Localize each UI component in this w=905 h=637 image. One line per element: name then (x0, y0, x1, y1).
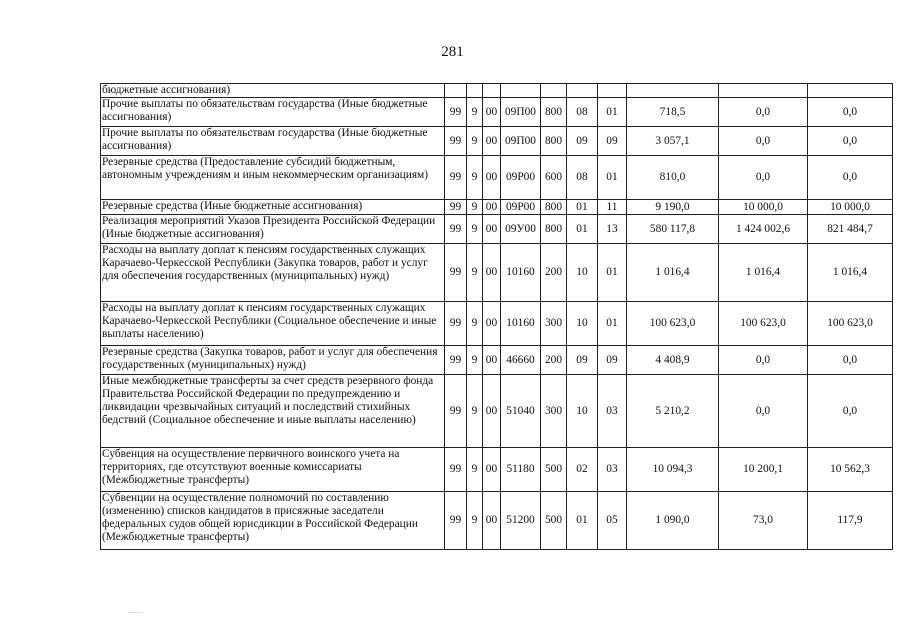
code-expense-type: 200 (541, 346, 567, 375)
amount-year-1: 1 016,4 (627, 244, 719, 302)
code-section (567, 84, 598, 98)
amount-year-1: 100 623,0 (627, 302, 719, 346)
code-program: 99 (445, 346, 467, 375)
amount-year-2: 10 200,1 (719, 448, 808, 492)
row-name: Расходы на выплату доплат к пенсиям государственных служащих Карачаево-Черкесской Республики (Закупка товаров, работ и услуг для обеспечения государственных (муниципальных) нужд) (101, 244, 445, 302)
code-program: 99 (445, 200, 467, 215)
code-subsection: 03 (598, 375, 627, 448)
code-subsection: 01 (598, 244, 627, 302)
table-row (101, 84, 893, 98)
row-name: Субвенция на осуществление первичного воинского учета на территориях, где отсутствуют военные комиссариаты (Межбюджетные трансферты) (101, 448, 445, 492)
code-program: 99 (445, 215, 467, 244)
code-subsection: 13 (598, 215, 627, 244)
amount-year-2: 0,0 (719, 156, 808, 200)
code-section: 09 (567, 346, 598, 375)
amount-year-1 (627, 84, 719, 98)
code-subprogram: 9 (467, 244, 483, 302)
code-event: 00 (483, 215, 501, 244)
code-subprogram: 9 (467, 98, 483, 127)
page-number: 281 (441, 44, 464, 60)
amount-year-3: 10 562,3 (808, 448, 893, 492)
code-expense-type: 800 (541, 127, 567, 156)
amount-year-1: 9 190,0 (627, 200, 719, 215)
budget-table (100, 83, 893, 550)
code-section: 10 (567, 375, 598, 448)
code-event: 00 (483, 302, 501, 346)
code-subprogram: 9 (467, 156, 483, 200)
table-row (101, 492, 893, 550)
code-program: 99 (445, 156, 467, 200)
code-section: 10 (567, 244, 598, 302)
amount-year-3: 117,9 (808, 492, 893, 550)
row-name: Прочие выплаты по обязательствам государства (Иные бюджетные ассигнования) (101, 127, 445, 156)
code-subsection: 09 (598, 127, 627, 156)
code-subsection: 11 (598, 200, 627, 215)
row-name: Реализация мероприятий Указов Президента Российской Федерации (Иные бюджетные ассигнования) (101, 215, 445, 244)
row-name: Прочие выплаты по обязательствам государства (Иные бюджетные ассигнования) (101, 98, 445, 127)
amount-year-3: 0,0 (808, 156, 893, 200)
code-direction: 09П00 (501, 127, 541, 156)
row-name: бюджетные ассигнования) (101, 84, 445, 98)
code-direction: 46660 (501, 346, 541, 375)
amount-year-2: 0,0 (719, 375, 808, 448)
code-direction: 09Р00 (501, 200, 541, 215)
row-name: Резервные средства (Предоставление субсидий бюджетным, автономным учреждениям и иным некоммерческим организациям) (101, 156, 445, 200)
code-event: 00 (483, 127, 501, 156)
code-program: 99 (445, 127, 467, 156)
code-expense-type: 500 (541, 492, 567, 550)
code-subprogram: 9 (467, 448, 483, 492)
code-subprogram: 9 (467, 200, 483, 215)
amount-year-3: 0,0 (808, 375, 893, 448)
amount-year-3: 0,0 (808, 98, 893, 127)
row-name: Резервные средства (Иные бюджетные ассигнования) (101, 200, 445, 215)
code-program: 99 (445, 98, 467, 127)
amount-year-1: 10 094,3 (627, 448, 719, 492)
code-section: 02 (567, 448, 598, 492)
row-name: Расходы на выплату доплат к пенсиям государственных служащих Карачаево-Черкесской Республики (Социальное обеспечение и иные выплаты населению) (101, 302, 445, 346)
amount-year-1: 810,0 (627, 156, 719, 200)
code-expense-type: 300 (541, 375, 567, 448)
code-direction (501, 84, 541, 98)
code-subsection: 09 (598, 346, 627, 375)
amount-year-2: 100 623,0 (719, 302, 808, 346)
code-program: 99 (445, 244, 467, 302)
code-event: 00 (483, 375, 501, 448)
table-row (101, 346, 893, 375)
code-program: 99 (445, 302, 467, 346)
code-direction: 51040 (501, 375, 541, 448)
code-direction: 51200 (501, 492, 541, 550)
table-row (101, 375, 893, 448)
amount-year-3: 1 016,4 (808, 244, 893, 302)
code-program: 99 (445, 448, 467, 492)
code-event: 00 (483, 244, 501, 302)
table-row (101, 200, 893, 215)
scan-mark (128, 612, 142, 613)
code-expense-type: 800 (541, 215, 567, 244)
amount-year-3: 10 000,0 (808, 200, 893, 215)
code-expense-type: 600 (541, 156, 567, 200)
table-row (101, 215, 893, 244)
amount-year-1: 1 090,0 (627, 492, 719, 550)
amount-year-3: 0,0 (808, 346, 893, 375)
row-name: Резервные средства (Закупка товаров, работ и услуг для обеспечения государственных (муниципальных) нужд) (101, 346, 445, 375)
amount-year-1: 718,5 (627, 98, 719, 127)
code-section: 08 (567, 156, 598, 200)
code-section: 01 (567, 200, 598, 215)
code-program (445, 84, 467, 98)
code-program: 99 (445, 375, 467, 448)
table-row (101, 244, 893, 302)
row-name: Субвенции на осуществление полномочий по составлению (изменению) списков кандидатов в присяжные заседатели федеральных судов общей юрисдикции в Российской Федерации (Межбюджетные трансферты) (101, 492, 445, 550)
amount-year-1: 580 117,8 (627, 215, 719, 244)
code-expense-type: 500 (541, 448, 567, 492)
table-row (101, 98, 893, 127)
table-row (101, 127, 893, 156)
code-section: 08 (567, 98, 598, 127)
code-subprogram: 9 (467, 127, 483, 156)
amount-year-2: 0,0 (719, 127, 808, 156)
code-expense-type: 200 (541, 244, 567, 302)
code-event (483, 84, 501, 98)
table-row (101, 302, 893, 346)
code-subsection: 05 (598, 492, 627, 550)
code-event: 00 (483, 492, 501, 550)
code-event: 00 (483, 156, 501, 200)
amount-year-3: 0,0 (808, 127, 893, 156)
row-name: Иные межбюджетные трансферты за счет средств резервного фонда Правительства Российской Федерации по предупреждению и ликвидации чрезвычайных ситуаций и последствий стихийных бедствий (Социальное обеспечение и иные выплаты населению) (101, 375, 445, 448)
code-subprogram: 9 (467, 215, 483, 244)
amount-year-3: 821 484,7 (808, 215, 893, 244)
code-event: 00 (483, 346, 501, 375)
table-row (101, 448, 893, 492)
amount-year-1: 3 057,1 (627, 127, 719, 156)
amount-year-2: 1 016,4 (719, 244, 808, 302)
code-expense-type: 800 (541, 200, 567, 215)
amount-year-2: 0,0 (719, 346, 808, 375)
code-event: 00 (483, 98, 501, 127)
amount-year-2: 73,0 (719, 492, 808, 550)
code-subprogram (467, 84, 483, 98)
code-section: 01 (567, 492, 598, 550)
code-section: 09 (567, 127, 598, 156)
code-expense-type (541, 84, 567, 98)
code-subsection: 01 (598, 156, 627, 200)
code-subprogram: 9 (467, 302, 483, 346)
table-row (101, 156, 893, 200)
code-direction: 51180 (501, 448, 541, 492)
code-subsection: 03 (598, 448, 627, 492)
code-subprogram: 9 (467, 492, 483, 550)
amount-year-2: 10 000,0 (719, 200, 808, 215)
code-subsection (598, 84, 627, 98)
amount-year-1: 4 408,9 (627, 346, 719, 375)
code-event: 00 (483, 200, 501, 215)
amount-year-2: 0,0 (719, 98, 808, 127)
amount-year-3: 100 623,0 (808, 302, 893, 346)
code-expense-type: 300 (541, 302, 567, 346)
code-direction: 09П00 (501, 98, 541, 127)
code-subsection: 01 (598, 302, 627, 346)
code-direction: 09У00 (501, 215, 541, 244)
amount-year-3 (808, 84, 893, 98)
code-subsection: 01 (598, 98, 627, 127)
code-direction: 09Р00 (501, 156, 541, 200)
amount-year-2 (719, 84, 808, 98)
code-expense-type: 800 (541, 98, 567, 127)
code-program: 99 (445, 492, 467, 550)
code-subprogram: 9 (467, 346, 483, 375)
code-event: 00 (483, 448, 501, 492)
code-direction: 10160 (501, 244, 541, 302)
amount-year-1: 5 210,2 (627, 375, 719, 448)
code-direction: 10160 (501, 302, 541, 346)
code-section: 01 (567, 215, 598, 244)
code-subprogram: 9 (467, 375, 483, 448)
amount-year-2: 1 424 002,6 (719, 215, 808, 244)
code-section: 10 (567, 302, 598, 346)
